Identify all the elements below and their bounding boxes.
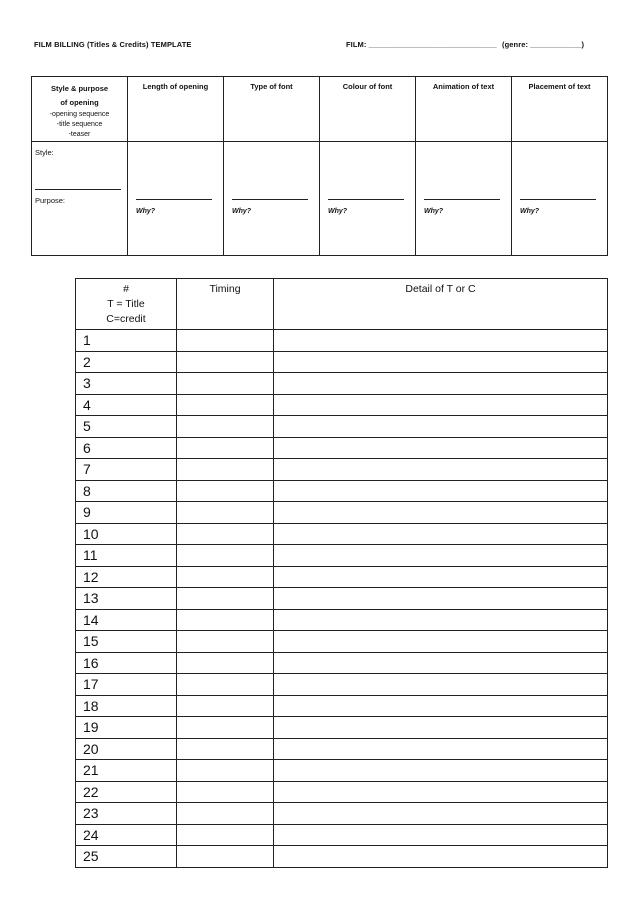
blank-line (424, 199, 500, 200)
credit-row-number: 8 (76, 480, 177, 502)
credit-timing-cell[interactable] (177, 631, 274, 653)
credit-row-number: 7 (76, 459, 177, 481)
credit-timing-cell[interactable] (177, 480, 274, 502)
credit-row (76, 760, 608, 782)
credit-row-number: 10 (76, 523, 177, 545)
credit-row-number: 15 (76, 631, 177, 653)
credit-detail-cell[interactable] (274, 695, 608, 717)
credit-timing-cell[interactable] (177, 437, 274, 459)
credit-row (76, 631, 608, 653)
animation-of-text-header: Animation of text (416, 77, 512, 142)
number-header-credit-key: C=credit (106, 313, 146, 325)
title-sequence-option: -title sequence (56, 121, 103, 128)
why-label: Why? (232, 208, 252, 215)
credit-detail-cell[interactable] (274, 760, 608, 782)
credit-detail-cell[interactable] (274, 373, 608, 395)
credit-timing-cell[interactable] (177, 351, 274, 373)
credit-detail-cell[interactable] (274, 631, 608, 653)
opening-analysis-header-row (32, 77, 608, 142)
credit-row-number: 3 (76, 373, 177, 395)
credit-row (76, 609, 608, 631)
credit-timing-cell[interactable] (177, 717, 274, 739)
credit-row (76, 502, 608, 524)
credit-row (76, 394, 608, 416)
style-label: Style: (35, 148, 54, 157)
credit-row (76, 846, 608, 868)
style-purpose-label-2: of opening (60, 98, 99, 107)
credit-row-number: 19 (76, 717, 177, 739)
credits-header-row (76, 279, 608, 330)
detail-column-header: Detail of T or C (274, 279, 608, 330)
why-label: Why? (136, 208, 156, 215)
film-name-field: FILM: ______________________________ (346, 40, 497, 49)
credit-row-number: 11 (76, 545, 177, 567)
credit-detail-cell[interactable] (274, 437, 608, 459)
credit-row (76, 652, 608, 674)
why-label: Why? (424, 208, 444, 215)
credit-timing-cell[interactable] (177, 652, 274, 674)
credit-row (76, 674, 608, 696)
credit-timing-cell[interactable] (177, 566, 274, 588)
credit-timing-cell[interactable] (177, 674, 274, 696)
timing-column-header: Timing (177, 279, 274, 330)
credit-detail-cell[interactable] (274, 502, 608, 524)
credit-timing-cell[interactable] (177, 803, 274, 825)
credit-detail-cell[interactable] (274, 416, 608, 438)
credit-timing-cell[interactable] (177, 760, 274, 782)
credit-detail-cell[interactable] (274, 803, 608, 825)
page-header (34, 40, 614, 54)
credit-timing-cell[interactable] (177, 373, 274, 395)
credit-row (76, 373, 608, 395)
opening-sequence-option: -opening sequence (49, 111, 110, 118)
credit-row (76, 824, 608, 846)
font-type-cell[interactable] (224, 142, 320, 256)
style-purpose-header (32, 77, 128, 142)
credit-row (76, 459, 608, 481)
teaser-option: -teaser (68, 131, 91, 138)
credit-row (76, 330, 608, 352)
style-purpose-label: Style & purpose (50, 84, 109, 93)
credit-detail-cell[interactable] (274, 674, 608, 696)
why-label: Why? (328, 208, 348, 215)
placement-cell[interactable] (512, 142, 608, 256)
credit-row-number: 4 (76, 394, 177, 416)
credit-row-number: 5 (76, 416, 177, 438)
credit-row-number: 2 (76, 351, 177, 373)
credit-row-number: 6 (76, 437, 177, 459)
credit-detail-cell[interactable] (274, 652, 608, 674)
credit-detail-cell[interactable] (274, 717, 608, 739)
credit-row-number: 16 (76, 652, 177, 674)
credit-detail-cell[interactable] (274, 566, 608, 588)
credit-detail-cell[interactable] (274, 523, 608, 545)
credit-row-number: 20 (76, 738, 177, 760)
style-purpose-cell[interactable] (32, 142, 128, 256)
credit-detail-cell[interactable] (274, 846, 608, 868)
credit-row-number: 24 (76, 824, 177, 846)
credit-row (76, 566, 608, 588)
blank-line (328, 199, 404, 200)
credits-table (75, 278, 608, 868)
credit-row-number: 17 (76, 674, 177, 696)
length-of-opening-header: Length of opening (128, 77, 224, 142)
credit-timing-cell[interactable] (177, 416, 274, 438)
credit-row (76, 437, 608, 459)
blank-line (136, 199, 212, 200)
credit-row (76, 480, 608, 502)
length-cell[interactable] (128, 142, 224, 256)
number-header-hash: # (123, 283, 129, 295)
credit-timing-cell[interactable] (177, 695, 274, 717)
credit-rows (76, 330, 608, 868)
credit-detail-cell[interactable] (274, 824, 608, 846)
number-header-title-key: T = Title (107, 298, 145, 310)
credit-detail-cell[interactable] (274, 588, 608, 610)
placement-of-text-header: Placement of text (512, 77, 608, 142)
credit-row-number: 14 (76, 609, 177, 631)
type-of-font-header: Type of font (224, 77, 320, 142)
credit-row (76, 695, 608, 717)
why-label: Why? (520, 208, 540, 215)
credit-row-number: 23 (76, 803, 177, 825)
colour-of-font-header: Colour of font (320, 77, 416, 142)
credit-row (76, 588, 608, 610)
credit-row (76, 738, 608, 760)
credit-row (76, 803, 608, 825)
credit-row (76, 545, 608, 567)
credit-row (76, 781, 608, 803)
credit-detail-cell[interactable] (274, 480, 608, 502)
credit-detail-cell[interactable] (274, 394, 608, 416)
credit-timing-cell[interactable] (177, 588, 274, 610)
purpose-label: Purpose: (35, 196, 66, 205)
opening-analysis-entry-row (32, 142, 608, 256)
credit-detail-cell[interactable] (274, 351, 608, 373)
credit-detail-cell[interactable] (274, 609, 608, 631)
credit-row (76, 351, 608, 373)
credit-row-number: 18 (76, 695, 177, 717)
credit-row (76, 416, 608, 438)
credit-detail-cell[interactable] (274, 459, 608, 481)
credit-timing-cell[interactable] (177, 738, 274, 760)
credit-detail-cell[interactable] (274, 545, 608, 567)
credit-row (76, 523, 608, 545)
credit-row-number: 9 (76, 502, 177, 524)
credit-row-number: 13 (76, 588, 177, 610)
animation-cell[interactable] (416, 142, 512, 256)
credit-timing-cell[interactable] (177, 545, 274, 567)
credit-detail-cell[interactable] (274, 781, 608, 803)
credit-timing-cell[interactable] (177, 394, 274, 416)
template-title: FILM BILLING (Titles & Credits) TEMPLATE (34, 40, 192, 49)
blank-line (520, 199, 596, 200)
credit-timing-cell[interactable] (177, 523, 274, 545)
credit-timing-cell[interactable] (177, 824, 274, 846)
credit-timing-cell[interactable] (177, 459, 274, 481)
opening-analysis-table (31, 76, 608, 256)
number-column-header (76, 279, 177, 330)
credit-timing-cell[interactable] (177, 846, 274, 868)
credit-timing-cell[interactable] (177, 781, 274, 803)
credit-row-number: 25 (76, 846, 177, 868)
credit-detail-cell[interactable] (274, 738, 608, 760)
style-blank-line (35, 182, 121, 190)
credit-row (76, 717, 608, 739)
credit-row-number: 22 (76, 781, 177, 803)
blank-line (232, 199, 308, 200)
font-colour-cell[interactable] (320, 142, 416, 256)
credit-row-number: 21 (76, 760, 177, 782)
genre-field: (genre: ____________) (502, 40, 585, 49)
credit-timing-cell[interactable] (177, 330, 274, 352)
credit-timing-cell[interactable] (177, 502, 274, 524)
credit-row-number: 1 (76, 330, 177, 352)
credit-detail-cell[interactable] (274, 330, 608, 352)
credit-timing-cell[interactable] (177, 609, 274, 631)
credit-row-number: 12 (76, 566, 177, 588)
